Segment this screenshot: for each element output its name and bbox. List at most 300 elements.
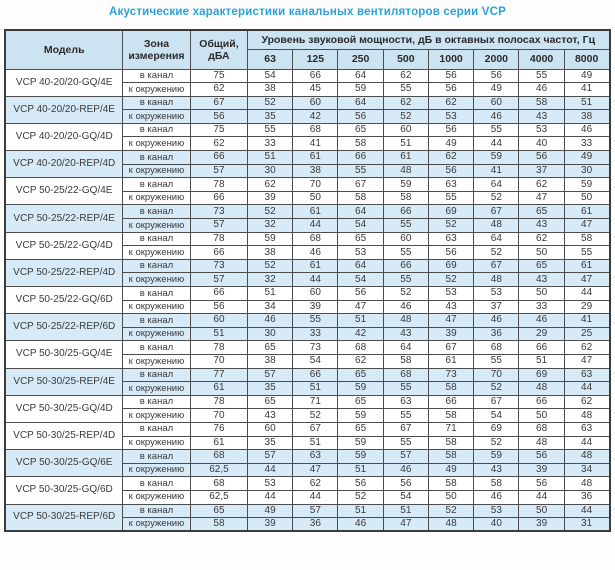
zone-cell: в канал [122, 368, 190, 382]
zone-cell: в канал [122, 232, 190, 246]
band-value-cell: 65 [338, 123, 383, 137]
total-dba-cell: 62,5 [190, 463, 247, 477]
band-value-cell: 47 [564, 273, 609, 287]
band-value-cell: 66 [338, 151, 383, 165]
band-value-cell: 33 [564, 137, 609, 151]
band-value-cell: 44 [519, 490, 564, 504]
band-value-cell: 52 [247, 96, 292, 110]
band-value-cell: 29 [564, 300, 609, 314]
band-value-cell: 58 [383, 191, 428, 205]
total-dba-cell: 78 [190, 232, 247, 246]
band-value-cell: 56 [338, 477, 383, 491]
band-value-cell: 47 [383, 518, 428, 532]
table-row [5, 450, 609, 464]
band-value-cell: 56 [428, 164, 473, 178]
band-value-cell: 69 [474, 422, 519, 436]
band-value-cell: 49 [428, 137, 473, 151]
zone-cell: к окружению [122, 436, 190, 450]
band-value-cell: 58 [428, 477, 473, 491]
band-value-cell: 48 [428, 518, 473, 532]
band-value-cell: 44 [564, 436, 609, 450]
total-dba-cell: 68 [190, 477, 247, 491]
band-value-cell: 62 [293, 477, 338, 491]
band-value-cell: 46 [247, 314, 292, 328]
model-cell: VCP 40-20/20-GQ/4E [5, 69, 122, 96]
band-value-cell: 57 [383, 450, 428, 464]
zone-cell: к окружению [122, 110, 190, 124]
zone-cell: в канал [122, 287, 190, 301]
band-value-cell: 56 [519, 477, 564, 491]
total-dba-cell: 57 [190, 219, 247, 233]
band-value-cell: 58 [428, 450, 473, 464]
band-value-cell: 55 [519, 69, 564, 83]
band-value-cell: 30 [247, 164, 292, 178]
band-value-cell: 61 [293, 259, 338, 273]
band-value-cell: 53 [428, 110, 473, 124]
band-value-cell: 48 [474, 219, 519, 233]
band-value-cell: 49 [564, 69, 609, 83]
model-cell: VCP 50-30/25-REP/4E [5, 368, 122, 395]
band-value-cell: 55 [383, 273, 428, 287]
band-value-cell: 66 [293, 69, 338, 83]
total-dba-cell: 78 [190, 395, 247, 409]
total-dba-cell: 62 [190, 83, 247, 97]
total-dba-cell: 73 [190, 259, 247, 273]
band-value-cell: 38 [247, 354, 292, 368]
band-value-cell: 43 [428, 300, 473, 314]
band-value-cell: 50 [519, 287, 564, 301]
band-value-cell: 52 [293, 409, 338, 423]
band-value-cell: 59 [474, 151, 519, 165]
band-value-cell: 58 [564, 232, 609, 246]
band-value-cell: 58 [383, 354, 428, 368]
band-value-cell: 41 [293, 137, 338, 151]
band-value-cell: 52 [247, 205, 292, 219]
band-value-cell: 64 [383, 341, 428, 355]
zone-cell: к окружению [122, 83, 190, 97]
band-value-cell: 30 [564, 164, 609, 178]
model-cell: VCP 50-25/22-GQ/4D [5, 232, 122, 259]
table-row [5, 368, 609, 382]
band-value-cell: 55 [293, 314, 338, 328]
band-value-cell: 39 [519, 463, 564, 477]
model-cell: VCP 50-30/25-GQ/4E [5, 341, 122, 368]
band-value-cell: 67 [474, 395, 519, 409]
band-value-cell: 44 [474, 137, 519, 151]
table-row [5, 232, 609, 246]
band-value-cell: 36 [564, 490, 609, 504]
total-dba-cell: 58 [190, 518, 247, 532]
band-value-cell: 66 [519, 395, 564, 409]
band-value-cell: 34 [564, 463, 609, 477]
band-value-cell: 39 [428, 327, 473, 341]
band-value-cell: 48 [564, 450, 609, 464]
band-value-cell: 33 [247, 137, 292, 151]
band-value-cell: 70 [293, 178, 338, 192]
table-row [5, 395, 609, 409]
band-value-cell: 55 [383, 83, 428, 97]
band-value-cell: 65 [338, 395, 383, 409]
band-value-cell: 44 [247, 490, 292, 504]
zone-cell: в канал [122, 395, 190, 409]
band-value-cell: 46 [519, 314, 564, 328]
band-value-cell: 56 [474, 69, 519, 83]
total-dba-cell: 66 [190, 246, 247, 260]
band-value-cell: 55 [474, 354, 519, 368]
band-value-cell: 44 [564, 287, 609, 301]
band-value-cell: 46 [383, 463, 428, 477]
band-value-cell: 59 [338, 409, 383, 423]
band-value-cell: 35 [247, 382, 292, 396]
band-value-cell: 48 [383, 164, 428, 178]
band-value-cell: 38 [564, 110, 609, 124]
band-value-cell: 52 [474, 246, 519, 260]
band-value-cell: 54 [338, 219, 383, 233]
band-value-cell: 56 [428, 246, 473, 260]
band-value-cell: 33 [293, 327, 338, 341]
band-value-cell: 51 [293, 382, 338, 396]
page-title: Акустические характеристики канальных вентиляторов серии VCP [108, 6, 507, 18]
zone-cell: в канал [122, 314, 190, 328]
zone-cell: в канал [122, 477, 190, 491]
col-header-model: Модель [5, 30, 122, 69]
band-value-cell: 61 [428, 354, 473, 368]
zone-cell: к окружению [122, 219, 190, 233]
band-value-cell: 44 [564, 382, 609, 396]
band-value-cell: 65 [519, 259, 564, 273]
band-value-cell: 45 [293, 83, 338, 97]
band-value-cell: 62 [383, 96, 428, 110]
band-value-cell: 58 [428, 436, 473, 450]
band-value-cell: 38 [293, 164, 338, 178]
band-value-cell: 50 [428, 490, 473, 504]
band-value-cell: 47 [519, 191, 564, 205]
band-value-cell: 56 [383, 477, 428, 491]
band-value-cell: 52 [247, 259, 292, 273]
total-dba-cell: 70 [190, 409, 247, 423]
band-value-cell: 39 [247, 191, 292, 205]
model-cell: VCP 40-20/20-REP/4E [5, 96, 122, 123]
band-value-cell: 39 [519, 518, 564, 532]
band-value-cell: 52 [428, 504, 473, 518]
band-value-cell: 51 [247, 287, 292, 301]
band-value-cell: 43 [474, 463, 519, 477]
band-value-cell: 44 [564, 504, 609, 518]
band-value-cell: 66 [293, 368, 338, 382]
band-value-cell: 62 [428, 96, 473, 110]
band-value-cell: 51 [293, 436, 338, 450]
band-value-cell: 70 [474, 368, 519, 382]
band-value-cell: 69 [519, 368, 564, 382]
col-header-freq-250: 250 [338, 49, 383, 69]
band-value-cell: 50 [519, 504, 564, 518]
table-row [5, 287, 609, 301]
band-value-cell: 63 [428, 178, 473, 192]
band-value-cell: 73 [293, 341, 338, 355]
col-header-total-dba: Общий, дБА [190, 30, 247, 69]
band-value-cell: 50 [293, 191, 338, 205]
band-value-cell: 54 [338, 273, 383, 287]
band-value-cell: 48 [564, 409, 609, 423]
zone-cell: к окружению [122, 164, 190, 178]
table-row [5, 123, 609, 137]
table-row [5, 314, 609, 328]
total-dba-cell: 56 [190, 110, 247, 124]
band-value-cell: 55 [383, 436, 428, 450]
band-value-cell: 53 [338, 246, 383, 260]
model-cell: VCP 40-20/20-REP/4D [5, 151, 122, 178]
band-value-cell: 59 [474, 450, 519, 464]
table-header [5, 30, 609, 69]
band-value-cell: 68 [383, 368, 428, 382]
band-value-cell: 47 [338, 300, 383, 314]
zone-cell: в канал [122, 69, 190, 83]
total-dba-cell: 78 [190, 178, 247, 192]
band-value-cell: 54 [474, 409, 519, 423]
band-value-cell: 46 [383, 300, 428, 314]
band-value-cell: 50 [519, 409, 564, 423]
band-value-cell: 48 [519, 436, 564, 450]
band-value-cell: 68 [293, 232, 338, 246]
zone-cell: к окружению [122, 137, 190, 151]
band-value-cell: 55 [474, 123, 519, 137]
band-value-cell: 52 [474, 191, 519, 205]
band-value-cell: 65 [338, 422, 383, 436]
model-cell: VCP 50-30/25-GQ/6D [5, 477, 122, 504]
table-row [5, 422, 609, 436]
zone-cell: к окружению [122, 382, 190, 396]
band-value-cell: 66 [519, 341, 564, 355]
band-value-cell: 62 [247, 178, 292, 192]
band-value-cell: 61 [564, 259, 609, 273]
band-value-cell: 44 [293, 219, 338, 233]
band-value-cell: 52 [474, 436, 519, 450]
col-header-freq-4000: 4000 [519, 49, 564, 69]
band-value-cell: 59 [247, 232, 292, 246]
band-value-cell: 62 [519, 232, 564, 246]
model-cell: VCP 50-25/22-GQ/6D [5, 287, 122, 314]
band-value-cell: 56 [338, 110, 383, 124]
band-value-cell: 63 [564, 368, 609, 382]
band-value-cell: 65 [519, 205, 564, 219]
band-value-cell: 66 [383, 259, 428, 273]
band-value-cell: 46 [564, 123, 609, 137]
band-value-cell: 43 [519, 110, 564, 124]
band-value-cell: 35 [247, 436, 292, 450]
band-value-cell: 58 [474, 477, 519, 491]
band-value-cell: 63 [428, 232, 473, 246]
total-dba-cell: 75 [190, 123, 247, 137]
total-dba-cell: 62 [190, 137, 247, 151]
band-value-cell: 51 [519, 354, 564, 368]
band-value-cell: 32 [247, 273, 292, 287]
band-value-cell: 58 [428, 409, 473, 423]
band-value-cell: 69 [428, 205, 473, 219]
total-dba-cell: 62,5 [190, 490, 247, 504]
col-header-zone: Зона измерения [122, 30, 190, 69]
model-cell: VCP 50-30/25-REP/4D [5, 422, 122, 449]
band-value-cell: 25 [564, 327, 609, 341]
band-value-cell: 44 [293, 490, 338, 504]
band-value-cell: 42 [293, 110, 338, 124]
band-value-cell: 67 [383, 422, 428, 436]
band-value-cell: 56 [519, 151, 564, 165]
band-value-cell: 36 [474, 327, 519, 341]
col-header-freq-8000: 8000 [564, 49, 609, 69]
band-value-cell: 59 [383, 178, 428, 192]
band-value-cell: 62 [338, 354, 383, 368]
band-value-cell: 29 [519, 327, 564, 341]
band-value-cell: 33 [519, 300, 564, 314]
band-value-cell: 64 [338, 259, 383, 273]
band-value-cell: 48 [519, 382, 564, 396]
band-value-cell: 39 [293, 300, 338, 314]
band-value-cell: 40 [474, 518, 519, 532]
band-value-cell: 52 [428, 273, 473, 287]
band-value-cell: 60 [293, 287, 338, 301]
band-value-cell: 41 [564, 83, 609, 97]
band-value-cell: 50 [564, 191, 609, 205]
band-value-cell: 56 [519, 450, 564, 464]
band-value-cell: 55 [383, 409, 428, 423]
band-value-cell: 55 [338, 164, 383, 178]
band-value-cell: 46 [474, 110, 519, 124]
band-value-cell: 56 [428, 83, 473, 97]
band-value-cell: 68 [338, 341, 383, 355]
band-value-cell: 66 [428, 395, 473, 409]
band-value-cell: 43 [519, 273, 564, 287]
zone-cell: к окружению [122, 463, 190, 477]
zone-cell: в канал [122, 205, 190, 219]
model-cell: VCP 50-30/25-GQ/6E [5, 450, 122, 477]
table-row [5, 69, 609, 83]
total-dba-cell: 65 [190, 504, 247, 518]
total-dba-cell: 66 [190, 191, 247, 205]
total-dba-cell: 57 [190, 273, 247, 287]
band-value-cell: 36 [293, 518, 338, 532]
band-value-cell: 60 [474, 96, 519, 110]
band-value-cell: 73 [428, 368, 473, 382]
band-value-cell: 47 [293, 463, 338, 477]
table-row [5, 504, 609, 518]
band-value-cell: 59 [564, 178, 609, 192]
model-cell: VCP 50-25/22-REP/6D [5, 314, 122, 341]
band-value-cell: 35 [247, 110, 292, 124]
band-value-cell: 56 [338, 287, 383, 301]
band-value-cell: 53 [247, 477, 292, 491]
band-value-cell: 61 [293, 151, 338, 165]
band-value-cell: 60 [247, 422, 292, 436]
model-cell: VCP 50-25/22-GQ/4E [5, 178, 122, 205]
band-value-cell: 67 [428, 341, 473, 355]
total-dba-cell: 66 [190, 287, 247, 301]
table-row [5, 205, 609, 219]
col-header-freq-1000: 1000 [428, 49, 473, 69]
band-value-cell: 59 [338, 382, 383, 396]
band-value-cell: 64 [474, 232, 519, 246]
zone-cell: к окружению [122, 490, 190, 504]
model-cell: VCP 40-20/20-GQ/4D [5, 123, 122, 150]
band-value-cell: 58 [428, 382, 473, 396]
acoustic-table [4, 29, 610, 532]
zone-cell: к окружению [122, 327, 190, 341]
band-value-cell: 60 [293, 96, 338, 110]
band-value-cell: 68 [293, 123, 338, 137]
band-value-cell: 54 [247, 69, 292, 83]
band-value-cell: 67 [474, 205, 519, 219]
band-value-cell: 68 [474, 341, 519, 355]
band-value-cell: 48 [474, 273, 519, 287]
band-value-cell: 52 [428, 219, 473, 233]
band-value-cell: 47 [428, 314, 473, 328]
band-value-cell: 65 [247, 395, 292, 409]
band-value-cell: 64 [474, 178, 519, 192]
band-value-cell: 55 [383, 219, 428, 233]
band-value-cell: 51 [564, 96, 609, 110]
table-row [5, 341, 609, 355]
band-value-cell: 46 [519, 83, 564, 97]
band-value-cell: 43 [519, 219, 564, 233]
band-value-cell: 63 [564, 422, 609, 436]
band-value-cell: 44 [293, 273, 338, 287]
band-value-cell: 38 [247, 246, 292, 260]
band-value-cell: 65 [247, 341, 292, 355]
band-value-cell: 34 [247, 300, 292, 314]
band-value-cell: 61 [383, 151, 428, 165]
band-value-cell: 46 [338, 518, 383, 532]
band-value-cell: 41 [474, 164, 519, 178]
band-value-cell: 38 [247, 83, 292, 97]
band-value-cell: 53 [474, 504, 519, 518]
total-dba-cell: 57 [190, 164, 247, 178]
band-value-cell: 56 [428, 69, 473, 83]
table-body [5, 69, 609, 531]
band-value-cell: 37 [474, 300, 519, 314]
table-row [5, 259, 609, 273]
band-value-cell: 60 [383, 123, 428, 137]
zone-cell: в канал [122, 123, 190, 137]
total-dba-cell: 56 [190, 300, 247, 314]
zone-cell: в канал [122, 504, 190, 518]
band-value-cell: 51 [383, 504, 428, 518]
band-value-cell: 67 [293, 422, 338, 436]
band-value-cell: 51 [247, 151, 292, 165]
band-value-cell: 37 [519, 164, 564, 178]
total-dba-cell: 61 [190, 382, 247, 396]
zone-cell: к окружению [122, 518, 190, 532]
band-value-cell: 58 [519, 96, 564, 110]
zone-cell: в канал [122, 341, 190, 355]
band-value-cell: 51 [338, 504, 383, 518]
band-value-cell: 48 [564, 477, 609, 491]
band-value-cell: 57 [247, 368, 292, 382]
band-value-cell: 60 [383, 232, 428, 246]
model-cell: VCP 50-25/22-REP/4E [5, 205, 122, 232]
table-row [5, 96, 609, 110]
band-value-cell: 30 [247, 327, 292, 341]
zone-cell: к окружению [122, 300, 190, 314]
band-value-cell: 52 [474, 382, 519, 396]
band-value-cell: 59 [338, 450, 383, 464]
band-value-cell: 59 [338, 83, 383, 97]
band-value-cell: 54 [383, 490, 428, 504]
band-value-cell: 47 [564, 219, 609, 233]
band-value-cell: 66 [383, 205, 428, 219]
model-cell: VCP 50-30/25-REP/6D [5, 504, 122, 531]
band-value-cell: 44 [247, 463, 292, 477]
band-value-cell: 67 [474, 259, 519, 273]
band-value-cell: 49 [564, 151, 609, 165]
